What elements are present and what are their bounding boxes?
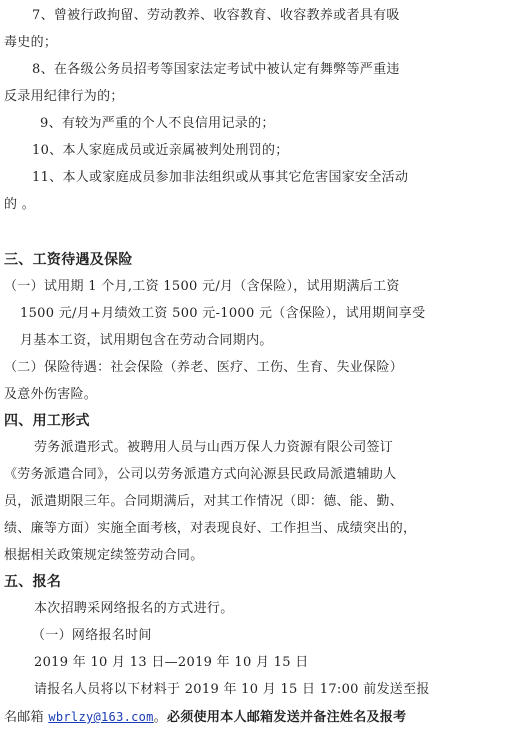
section-5-dates: 2019 年 10 月 13 日—2019 年 10 月 15 日: [34, 655, 309, 670]
section-5-submit-line-2: [4, 707, 505, 728]
item-7-line-2: 毒史的；: [4, 35, 58, 50]
section-5-heading: 五、报名: [4, 574, 62, 590]
item-7-line-1: 7、曾被行政拘留、劳动教养、收容教育、收容教养或者具有吸: [32, 8, 400, 23]
email-link[interactable]: wbrlzy@163.com: [48, 710, 154, 724]
section-4-line-5: 根据相关政策规定续签劳动合同。: [4, 548, 204, 563]
item-11-line-1: 11、本人或家庭成员参加非法组织或从事其它危害国家安全活动: [32, 170, 409, 185]
section-5-submit-line-1: 请报名人员将以下材料于 2019 年 10 月 15 日 17:00 前发送至报: [34, 682, 430, 697]
section-4-line-1: 劳务派遣形式。被聘用人员与山西万保人力资源有限公司签订: [34, 440, 394, 455]
section-5-intro: 本次招聘采网络报名的方式进行。: [34, 601, 234, 616]
section-4-heading: 四、用工形式: [4, 413, 90, 429]
section-4-line-2: 《劳务派遣合同》，公司以劳务派遣方式向沁源县民政局派遣辅助人: [4, 467, 397, 482]
section-4-line-4: 绩、廉等方面）实施全面考核，对表现良好、工作担当、成绩突出的，: [4, 521, 417, 536]
section-3-para-2-line-2: 及意外伤害险。: [4, 387, 98, 402]
submit-prefix: 名邮箱: [4, 710, 49, 725]
item-10: 10、本人家庭成员或近亲属被判处刑罚的；: [32, 143, 289, 158]
section-3-heading: 三、工资待遇及保险: [4, 252, 133, 268]
section-5-subheading-1: （一）网络报名时间: [32, 628, 152, 643]
section-3-para-1-line-2: 1500 元/月+月绩效工资 500 元-1000 元（含保险），试用期间享受: [20, 306, 426, 321]
submit-dot: 。: [153, 710, 168, 725]
section-4-line-3: 员，派遣期限三年。合同期满后，对其工作情况（即：德、能、勤、: [4, 494, 404, 509]
item-8-line-1: 8、在各级公务员招考等国家法定考试中被认定有舞弊等严重违: [32, 62, 400, 77]
section-3-para-2-line-1: （二）保险待遇：社会保险（养老、医疗、工伤、生育、失业保险）: [4, 360, 404, 375]
section-3-para-1-line-1: （一）试用期 1 个月,工资 1500 元/月（含保险），试用期满后工资: [4, 279, 400, 294]
item-9: 9、有较为严重的个人不良信用记录的；: [40, 116, 275, 131]
submit-bold-note: 必须使用本人邮箱发送并备注姓名及报考: [167, 710, 407, 725]
item-11-line-2: 的 。: [4, 197, 36, 212]
section-3-para-1-line-3: 月基本工资，试用期包含在劳动合同期内。: [20, 333, 273, 348]
item-8-line-2: 反录用纪律行为的；: [4, 89, 124, 104]
